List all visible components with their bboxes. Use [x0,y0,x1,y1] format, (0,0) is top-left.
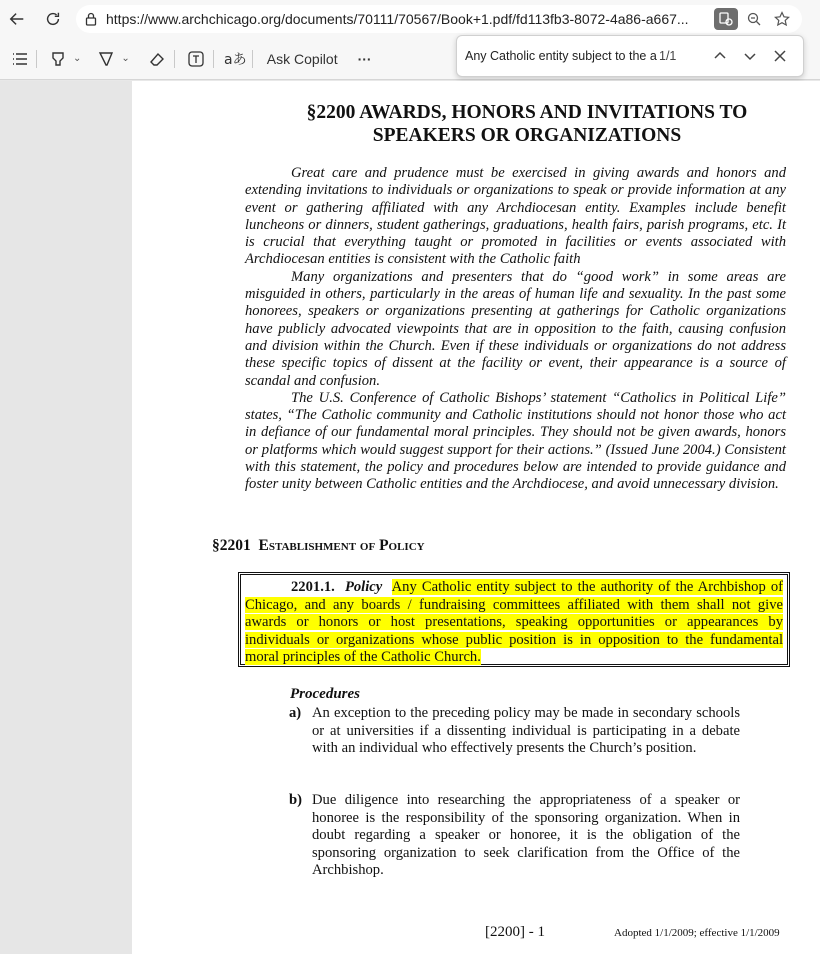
svg-text:aあ: aあ [223,51,247,68]
page-number: [2200] - 1 [485,924,545,940]
lock-icon [84,12,98,26]
read-aloud-icon [718,11,734,27]
pdf-page [132,81,820,954]
more-options-button[interactable] [358,44,372,74]
translate-icon [223,50,247,68]
procedure-item-b [289,792,740,880]
highlighter-icon [49,50,67,68]
highlight-button[interactable] [49,44,81,74]
zoom-button[interactable] [742,8,766,30]
paragraph-2: Many organizations and presenters that do “good work” in some areas are misguided in others, particularly in the areas of human life and sexuality. In the past some honorees, speakers or organizations presenting at gatherings for Catholic organizations have publicly advocated viewpoints that are in opposition to the faith, causing confusion and division within the Church. Even if these individuals or organizations do not address these specific topics of dissent at the facility or event, their appearance is a source of scandal and confusion. [245,268,786,389]
more-icon: ··· [357,50,372,67]
section-heading [212,537,425,555]
procedures-heading: Procedures [290,686,360,702]
back-button[interactable] [2,4,32,34]
contents-button[interactable] [12,44,28,74]
procedure-item-a [289,705,740,758]
eraser-icon [148,50,166,68]
paragraph-3: The U.S. Conference of Catholic Bishops’ statement “Catholics in Political Life” states, “The Catholic community and Catholic institutions should not honor those who act in defiance of our fundamental moral principles. They should not be given awards, honors or platforms which would suggest support for their actions.” (Issued June 2004.) Consistent with this statement, the policy and procedures below are intended to provide guidance and foster unity between Catholic entities and the Archdiocese, and avoid unnecessary division. [245,389,786,493]
address-bar [0,0,820,38]
title-line-1: §2200 AWARDS, HONORS AND INVITATIONS TO [306,102,748,123]
back-arrow-icon [8,10,26,28]
procedure-text: An exception to the preceding policy may be made in secondary schools or at universities if a dissenting individual is participating in a debate with an individual who effectively presents the Church’s position. [312,705,740,756]
zoom-out-icon [746,11,762,27]
divider [174,50,175,68]
draw-button[interactable] [97,44,129,74]
procedure-text: Due diligence into researching the appropriateness of a speaker or honoree is the responsibility of the sponsoring organization. When in doubt regarding a speaker or honoree, it is the obligation of the sponsoring organization to seek clarification from the Office of the Archbishop. [312,792,740,878]
policy-text-highlighted: Any Catholic entity subject to the authority of the Archbishop of Chicago, and any boards / fundraising committees affiliated with them shall not give awards or honors or host presentations, speaking opportunities or appearances by individuals or organizations whose public position is in opposition to the fundamental moral principles of the Catholic Church. [245,579,784,665]
adopted-date: Adopted 1/1/2009; effective 1/1/2009 [614,927,780,939]
paragraph-1: Great care and prudence must be exercised in giving awards and honors and extending invitations to individuals or organizations to speak or provide information at any event or gathering affiliated with any Archdiocesan entity. Examples include benefit luncheons or dinners, student gatherings, graduations, health fairs, parish programs, etc. It is crucial that everything taught or promoted in facilities or events associated with Archdiocesan entities is consistent with the Catholic faith [245,165,786,268]
procedure-label: a) [289,705,302,721]
url-text[interactable]: https://www.archchicago.org/documents/70111/70567/Book+1.pdf/fd113fb3-8072-4a86-a667... [106,11,689,27]
intro-text [245,165,786,494]
add-text-button[interactable] [187,44,205,74]
viewer-background [0,81,132,954]
draw-icon [97,50,115,68]
section-title: Establishment of Policy [258,537,425,554]
star-icon [774,11,790,27]
section-number: §2201 [212,537,251,554]
title-line-2: SPEAKERS OR ORGANIZATIONS [372,125,682,146]
find-result-count: 1/1 [659,49,677,63]
procedure-label: b) [289,792,302,808]
url-box[interactable] [76,5,802,33]
chevron-down-icon[interactable]: ⌄ [121,53,130,64]
ask-copilot-label: Ask Copilot [266,50,338,67]
close-icon [773,49,787,63]
chevron-down-icon[interactable]: ⌄ [73,53,82,64]
favorite-button[interactable] [770,8,794,30]
policy-label: Policy [344,579,383,595]
find-next-button[interactable] [735,41,765,71]
policy-box [238,572,790,667]
refresh-button[interactable] [38,4,68,34]
find-close-button[interactable] [765,41,795,71]
erase-button[interactable] [148,44,166,74]
find-input[interactable]: Any Catholic entity subject to the a [465,49,657,63]
page-title [252,101,802,147]
find-bar [456,35,804,77]
policy-number: 2201.1. [291,579,335,595]
text-box-icon [187,50,205,68]
ask-copilot-button[interactable] [267,44,338,74]
find-previous-button[interactable] [705,41,735,71]
divider [252,50,253,68]
immersive-reader-button[interactable] [223,44,247,74]
read-aloud-button[interactable] [714,8,738,30]
chevron-up-icon [713,49,727,63]
divider [213,50,214,68]
chevron-down-icon [743,49,757,63]
list-icon [12,52,28,66]
divider [36,50,37,68]
refresh-icon [44,10,62,28]
